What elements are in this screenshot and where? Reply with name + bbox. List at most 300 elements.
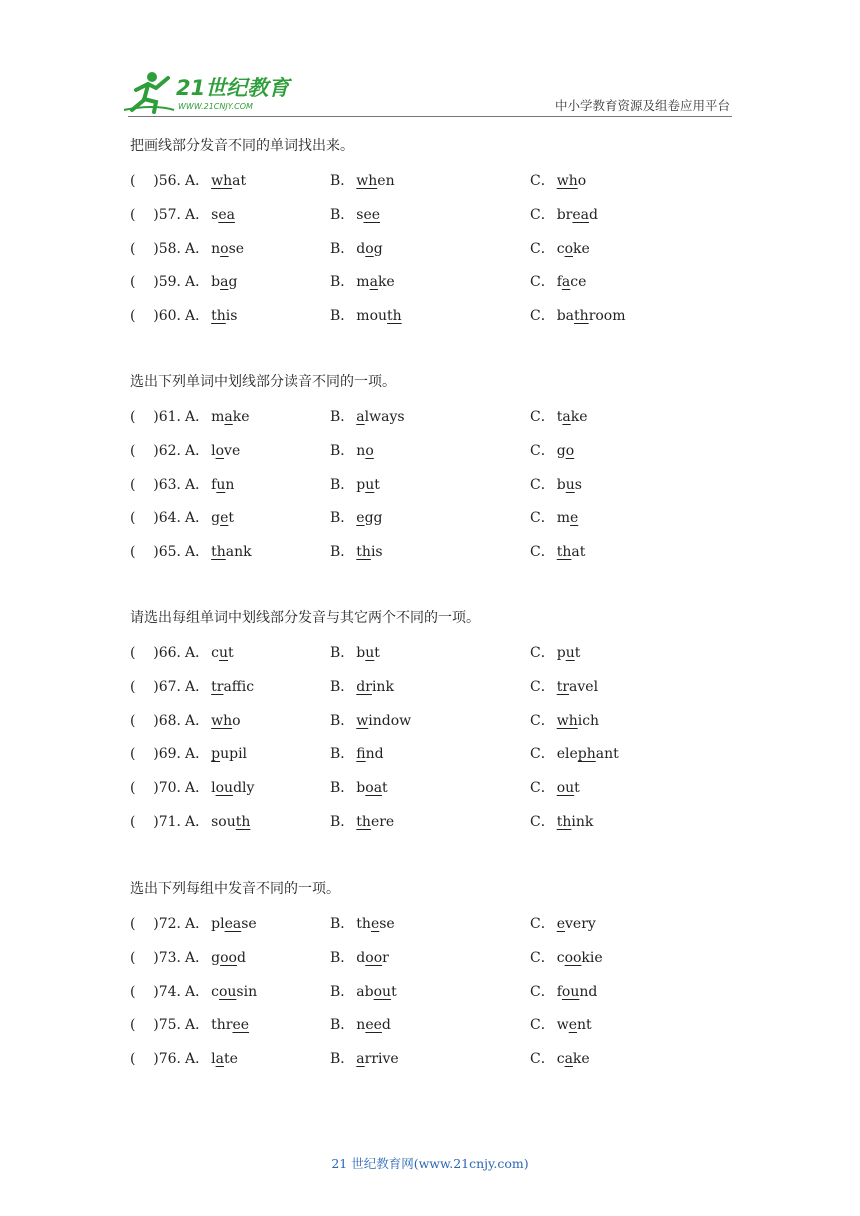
word-part: g xyxy=(211,510,221,527)
underlined-part: a xyxy=(356,409,365,425)
word-part: gg xyxy=(364,510,383,527)
word-part: n xyxy=(356,1017,366,1034)
underlined-part: th xyxy=(387,308,402,325)
option-letter: A． xyxy=(185,510,210,527)
option-a xyxy=(185,981,257,1003)
option-letter: A． xyxy=(185,476,210,493)
option-c xyxy=(530,305,626,327)
word-part: m xyxy=(356,274,370,291)
word-part: is xyxy=(225,308,238,325)
word-part: ink xyxy=(571,813,594,830)
option-c xyxy=(530,710,599,732)
option-letter: C． xyxy=(530,544,555,561)
word-part: n xyxy=(225,476,235,493)
option-b xyxy=(330,406,405,428)
option-a xyxy=(185,1014,249,1036)
option-b xyxy=(330,1014,391,1036)
underlined-part: wh xyxy=(211,712,233,729)
question-number: ( )58． xyxy=(130,240,191,257)
word-part: s xyxy=(356,206,364,223)
option-letter: C． xyxy=(530,813,555,830)
option-b xyxy=(330,710,411,732)
option-letter: B． xyxy=(330,173,355,189)
underlined-part: a xyxy=(369,274,378,291)
option-letter: A． xyxy=(185,712,210,729)
option-c xyxy=(530,170,586,192)
word-part: c xyxy=(211,983,219,1000)
option-letter: C． xyxy=(530,1017,555,1034)
word-part: br xyxy=(556,206,573,223)
underlined-part: wh xyxy=(356,173,378,189)
word-part: ve xyxy=(224,442,241,459)
option-c xyxy=(530,811,593,833)
underlined-part: th xyxy=(211,544,226,561)
option-letter: C． xyxy=(530,712,555,729)
option-letter: B． xyxy=(330,780,355,797)
underlined-part: th xyxy=(556,544,572,561)
option-letter: B． xyxy=(330,645,355,661)
option-letter: A． xyxy=(185,206,210,223)
question-row xyxy=(130,305,730,339)
question-section xyxy=(130,879,730,1082)
question-number: ( )66． xyxy=(130,645,191,661)
question-number: ( )64． xyxy=(130,510,191,527)
option-b xyxy=(330,204,380,226)
option-letter: C． xyxy=(530,645,555,661)
option-a xyxy=(185,913,257,935)
option-b xyxy=(330,981,397,1003)
option-b xyxy=(330,507,383,529)
word-part: c xyxy=(211,645,219,661)
underlined-part: o xyxy=(564,240,573,257)
option-a xyxy=(185,507,234,529)
word-part: mou xyxy=(356,308,388,325)
word-part: n xyxy=(211,240,221,257)
option-letter: C． xyxy=(530,206,555,223)
option-letter: B． xyxy=(330,983,355,1000)
question-number: ( )60． xyxy=(130,308,191,325)
option-letter: C． xyxy=(530,308,555,325)
option-b xyxy=(330,777,388,799)
underlined-part: u xyxy=(365,645,375,661)
word-part: rrive xyxy=(364,1051,399,1068)
option-b xyxy=(330,1048,399,1070)
option-b xyxy=(330,238,383,260)
option-c xyxy=(530,947,603,969)
question-row xyxy=(130,947,730,981)
underlined-part: th xyxy=(235,813,251,830)
header-divider xyxy=(128,116,732,117)
question-row xyxy=(130,406,730,440)
word-part: en xyxy=(377,173,395,189)
section-title: 选出下列单词中划线部分读音不同的一项。 xyxy=(130,374,396,390)
question-number: ( )56． xyxy=(130,173,191,189)
word-part: affic xyxy=(223,678,255,695)
option-letter: A． xyxy=(185,813,210,830)
question-row xyxy=(130,238,730,272)
underlined-part: ou xyxy=(556,780,575,797)
option-c xyxy=(530,440,574,462)
question-row xyxy=(130,913,730,947)
underlined-part: wh xyxy=(556,173,578,189)
word-part: very xyxy=(565,916,596,932)
underlined-part: a xyxy=(215,1051,224,1068)
underlined-part: tr xyxy=(556,678,570,695)
word-part: d xyxy=(381,1017,391,1034)
word-part: l xyxy=(211,780,216,797)
word-part: t xyxy=(574,780,580,797)
question-row xyxy=(130,440,730,474)
section-title: 选出下列每组中发音不同的一项。 xyxy=(130,881,340,897)
option-letter: A． xyxy=(185,1051,210,1068)
option-letter: B． xyxy=(330,308,355,325)
word-part: ich xyxy=(577,712,600,729)
option-c xyxy=(530,1048,590,1070)
question-number: ( )69． xyxy=(130,746,191,763)
question-number: ( )71． xyxy=(130,813,191,830)
word-part: indow xyxy=(368,712,412,729)
option-letter: C． xyxy=(530,409,555,425)
option-b xyxy=(330,271,395,293)
option-letter: B． xyxy=(330,409,355,425)
option-a xyxy=(185,676,254,698)
underlined-part: ee xyxy=(365,1017,382,1034)
underlined-part: u xyxy=(565,645,575,661)
question-row xyxy=(130,676,730,710)
option-letter: B． xyxy=(330,510,355,527)
option-a xyxy=(185,271,237,293)
option-letter: C． xyxy=(530,678,555,695)
option-letter: C． xyxy=(530,442,555,459)
word-part: ce xyxy=(570,274,587,291)
word-part: t xyxy=(556,409,563,425)
underlined-part: th xyxy=(574,308,589,325)
underlined-part: f xyxy=(356,746,366,763)
word-part: m xyxy=(556,510,570,527)
option-letter: B． xyxy=(330,1017,355,1034)
option-letter: C． xyxy=(530,949,555,966)
footer-text: 21 世纪教育网(www.21cnjy.com) xyxy=(331,1156,529,1171)
option-letter: C． xyxy=(530,510,555,527)
option-b xyxy=(330,811,394,833)
question-number: ( )61． xyxy=(130,409,191,425)
word-part: b xyxy=(556,476,566,493)
option-b xyxy=(330,474,380,496)
question-number: ( )72． xyxy=(130,916,191,932)
underlined-part: p xyxy=(211,746,221,763)
site-logo xyxy=(122,70,292,116)
word-part: t xyxy=(382,780,388,797)
underlined-part: dr xyxy=(356,678,372,695)
underlined-part: o xyxy=(565,442,575,459)
option-c xyxy=(530,271,586,293)
option-letter: A． xyxy=(185,1017,210,1034)
option-c xyxy=(530,507,578,529)
question-row xyxy=(130,1014,730,1048)
option-c xyxy=(530,676,598,698)
word-part: upil xyxy=(220,746,248,763)
option-letter: C． xyxy=(530,240,555,257)
word-part: at xyxy=(232,173,247,189)
option-letter: C． xyxy=(530,476,555,493)
option-b xyxy=(330,743,384,765)
word-part: o xyxy=(232,712,241,729)
word-part: se xyxy=(379,916,395,932)
word-part: m xyxy=(211,409,225,425)
option-a xyxy=(185,440,240,462)
option-c xyxy=(530,642,580,664)
option-a xyxy=(185,474,234,496)
word-part: p xyxy=(356,476,366,493)
word-part: b xyxy=(356,780,366,797)
question-number: ( )76． xyxy=(130,1051,191,1068)
word-part: se xyxy=(228,240,245,257)
option-letter: B． xyxy=(330,206,355,223)
underlined-part: u xyxy=(216,476,226,493)
underlined-part: a xyxy=(561,274,571,291)
option-a xyxy=(185,777,254,799)
question-row xyxy=(130,541,730,575)
underlined-part: u xyxy=(565,476,575,493)
option-letter: A． xyxy=(185,780,210,797)
option-letter: A． xyxy=(185,173,210,189)
word-part: w xyxy=(556,1017,569,1034)
question-number: ( )59． xyxy=(130,274,191,291)
underlined-part: a xyxy=(224,409,233,425)
word-part: c xyxy=(556,240,565,257)
question-row xyxy=(130,170,730,204)
option-a xyxy=(185,1048,238,1070)
word-part: ere xyxy=(370,813,395,830)
question-row xyxy=(130,474,730,508)
option-a xyxy=(185,642,234,664)
underlined-part: o xyxy=(365,240,374,257)
question-number: ( )70． xyxy=(130,780,191,797)
word-part: ba xyxy=(556,308,575,325)
word-part: ind xyxy=(365,746,384,763)
underlined-part: th xyxy=(211,308,226,325)
word-part: avel xyxy=(569,678,599,695)
option-letter: C． xyxy=(530,746,555,763)
question-number: ( )65． xyxy=(130,544,191,561)
option-letter: A． xyxy=(185,308,210,325)
question-row xyxy=(130,777,730,811)
question-row xyxy=(130,811,730,845)
underlined-part: ph xyxy=(577,746,596,763)
option-letter: A． xyxy=(185,442,210,459)
word-part: nt xyxy=(577,1017,592,1034)
option-letter: B． xyxy=(330,274,355,291)
question-number: ( )57． xyxy=(130,206,191,223)
underlined-part: tr xyxy=(211,678,224,695)
option-letter: B． xyxy=(330,476,355,493)
option-b xyxy=(330,947,389,969)
word-part: ank xyxy=(225,544,252,561)
word-part: t xyxy=(374,476,380,493)
word-part: g xyxy=(556,442,566,459)
option-letter: C． xyxy=(530,780,555,797)
underlined-part: wh xyxy=(556,712,578,729)
option-a xyxy=(185,305,237,327)
underlined-part: a xyxy=(356,1051,365,1068)
option-letter: B． xyxy=(330,442,355,459)
word-part: th xyxy=(356,916,371,932)
word-part: d xyxy=(589,206,598,223)
underlined-part: th xyxy=(556,813,572,830)
word-part: ele xyxy=(556,746,578,763)
question-section xyxy=(130,608,730,845)
word-part: lways xyxy=(364,409,405,425)
option-b xyxy=(330,170,395,192)
section-title: 请选出每组单词中划线部分发音与其它两个不同的一项。 xyxy=(130,610,480,626)
question-number: ( )73． xyxy=(130,949,191,966)
underlined-part: a xyxy=(562,409,571,425)
question-row xyxy=(130,1048,730,1082)
word-part: t xyxy=(228,510,235,527)
option-b xyxy=(330,642,380,664)
option-a xyxy=(185,541,252,563)
word-part: ke xyxy=(232,409,250,425)
word-part: ke xyxy=(570,409,588,425)
word-part: g xyxy=(373,240,383,257)
option-c xyxy=(530,913,596,935)
underlined-part: e xyxy=(568,1017,577,1034)
option-letter: B． xyxy=(330,916,355,932)
word-part: te xyxy=(223,1051,238,1068)
word-part: d xyxy=(356,240,366,257)
underlined-part: oo xyxy=(365,949,383,966)
word-part: f xyxy=(556,983,562,1000)
option-c xyxy=(530,981,597,1003)
option-a xyxy=(185,710,241,732)
word-part: ke xyxy=(572,1051,590,1068)
word-part: f xyxy=(556,274,562,291)
option-c xyxy=(530,238,590,260)
underlined-part: th xyxy=(356,813,371,830)
underlined-part: ou xyxy=(373,983,392,1000)
option-letter: B． xyxy=(330,544,355,561)
question-row xyxy=(130,507,730,541)
header-platform-text: 中小学教育资源及组卷应用平台 xyxy=(554,98,730,113)
option-letter: A． xyxy=(185,916,210,932)
word-part: sou xyxy=(211,813,236,830)
word-part: p xyxy=(556,645,566,661)
question-number: ( )75． xyxy=(130,1017,191,1034)
word-part: ink xyxy=(371,678,394,695)
question-number: ( )67． xyxy=(130,678,191,695)
underlined-part: ee xyxy=(363,206,381,223)
option-b xyxy=(330,305,402,327)
option-letter: A． xyxy=(185,409,210,425)
underlined-part: e xyxy=(370,916,380,932)
underlined-part: o xyxy=(220,240,229,257)
option-c xyxy=(530,406,588,428)
word-part: s xyxy=(211,206,219,223)
option-letter: A． xyxy=(185,949,210,966)
underlined-part: e xyxy=(556,916,566,932)
option-letter: C． xyxy=(530,173,555,189)
word-part: pl xyxy=(211,916,225,932)
word-part: se xyxy=(241,916,257,932)
underlined-part: a xyxy=(220,274,229,291)
word-part: room xyxy=(588,308,626,325)
underlined-part: oo xyxy=(220,949,237,966)
question-number: ( )63． xyxy=(130,476,191,493)
word-part: o xyxy=(577,173,587,189)
option-letter: A． xyxy=(185,645,210,661)
option-letter: B． xyxy=(330,949,355,966)
option-letter: A． xyxy=(185,678,210,695)
option-a xyxy=(185,406,250,428)
option-a xyxy=(185,238,244,260)
underlined-part: ee xyxy=(232,1017,250,1034)
option-letter: B． xyxy=(330,678,355,695)
question-row xyxy=(130,642,730,676)
question-row xyxy=(130,271,730,305)
option-a xyxy=(185,743,247,765)
option-letter: C． xyxy=(530,916,555,932)
option-a xyxy=(185,204,235,226)
underlined-part: o xyxy=(215,442,225,459)
underlined-part: e xyxy=(570,510,579,527)
underlined-part: ou xyxy=(215,780,234,797)
word-part: l xyxy=(211,442,216,459)
word-part: dly xyxy=(233,780,255,797)
question-number: ( )68． xyxy=(130,712,191,729)
option-b xyxy=(330,440,374,462)
word-part: b xyxy=(211,274,221,291)
underlined-part: u xyxy=(218,645,228,661)
option-letter: B． xyxy=(330,746,355,763)
logo-text: 21世纪教育 xyxy=(176,76,290,100)
word-part: s xyxy=(574,476,582,493)
option-b xyxy=(330,913,395,935)
word-part: kie xyxy=(581,949,603,966)
question-row xyxy=(130,204,730,238)
word-part: n xyxy=(356,442,366,459)
option-b xyxy=(330,541,383,563)
option-a xyxy=(185,811,250,833)
option-c xyxy=(530,1014,592,1036)
word-part: ab xyxy=(356,983,374,1000)
option-letter: C． xyxy=(530,1051,555,1068)
underlined-part: w xyxy=(356,712,369,729)
word-part: ant xyxy=(595,746,619,763)
underlined-part: o xyxy=(365,442,374,459)
word-part: nd xyxy=(579,983,598,1000)
word-part: t xyxy=(374,645,380,661)
word-part: b xyxy=(356,645,366,661)
underlined-part: wh xyxy=(211,173,233,189)
option-letter: A． xyxy=(185,240,210,257)
question-row xyxy=(130,710,730,744)
option-c xyxy=(530,541,585,563)
word-part: t xyxy=(228,645,234,661)
option-b xyxy=(330,676,394,698)
option-c xyxy=(530,777,580,799)
word-part: sin xyxy=(236,983,258,1000)
option-letter: A． xyxy=(185,983,210,1000)
question-section xyxy=(130,372,730,575)
option-letter: B． xyxy=(330,1051,355,1068)
word-part: f xyxy=(211,476,217,493)
option-letter: A． xyxy=(185,274,210,291)
word-part: g xyxy=(211,949,221,966)
word-part: l xyxy=(211,1051,216,1068)
option-c xyxy=(530,204,598,226)
logo-url: WWW.21CNJY.COM xyxy=(178,102,253,111)
section-title: 把画线部分发音不同的单词找出来。 xyxy=(130,138,354,154)
